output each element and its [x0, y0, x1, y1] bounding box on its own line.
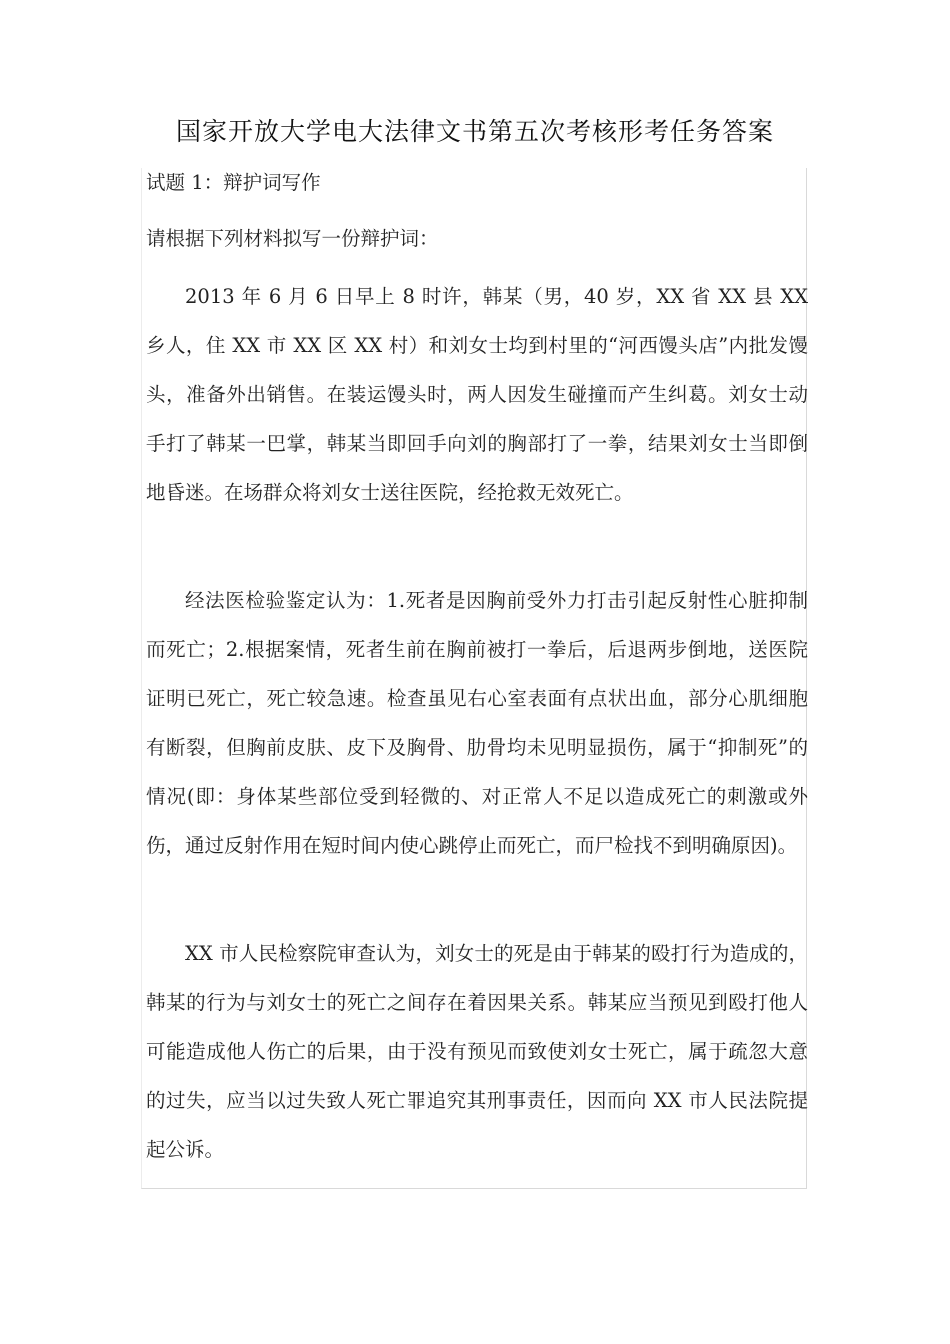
document-title: 国家开放大学电大法律文书第五次考核形考任务答案: [175, 117, 774, 146]
case-facts-paragraph: 2013 年 6 月 6 日早上 8 时许，韩某（男，40 岁，XX 省 XX 县 XX 乡人，住 XX 市 XX 区 XX 村）和刘女士均到村里的“河西馒头店”内批发馒头，准备外出销售。在装运馒头时，两人因发生碰撞而产生纠葛。刘女士动手打了韩某一巴掌，韩某当即回手向刘的胸部打了一拳，结果刘女士当即倒地昏迷。在场群众将刘女士送往医院，经抢救无效死亡。: [146, 285, 808, 504]
prosecution-paragraph: XX 市人民检察院审查认为，刘女士的死是由于韩某的殴打行为造成的，韩某的行为与刘女士的死亡之间存在着因果关系。韩某应当预见到殴打他人可能造成他人伤亡的后果，由于没有预见而致使刘女士死亡，属于疏忽大意的过失，应当以过失致人死亡罪追究其刑事责任，因而向 XX 市人民法院提起公诉。: [146, 942, 808, 1161]
forensic-findings-paragraph: 经法医检验鉴定认为：1.死者是因胸前受外力打击引起反射性心脏抑制而死亡；2.根据案情，死者生前在胸前被打一拳后，后退两步倒地，送医院证明已死亡，死亡较急速。检查虽见右心室表面有点状出血，部分心肌细胞有断裂，但胸前皮肤、皮下及胸骨、肋骨均未见明显损伤，属于“抑制死”的情况(即：身体某些部位受到轻微的、对正常人不足以造成死亡的刺激或外伤，通过反射作用在短时间内使心跳停止而死亡，而尸检找不到明确原因)。: [146, 589, 808, 857]
writing-request: 请根据下列材料拟写一份辩护词：: [146, 227, 439, 250]
question-heading: 试题 1：辩护词写作: [146, 171, 321, 194]
